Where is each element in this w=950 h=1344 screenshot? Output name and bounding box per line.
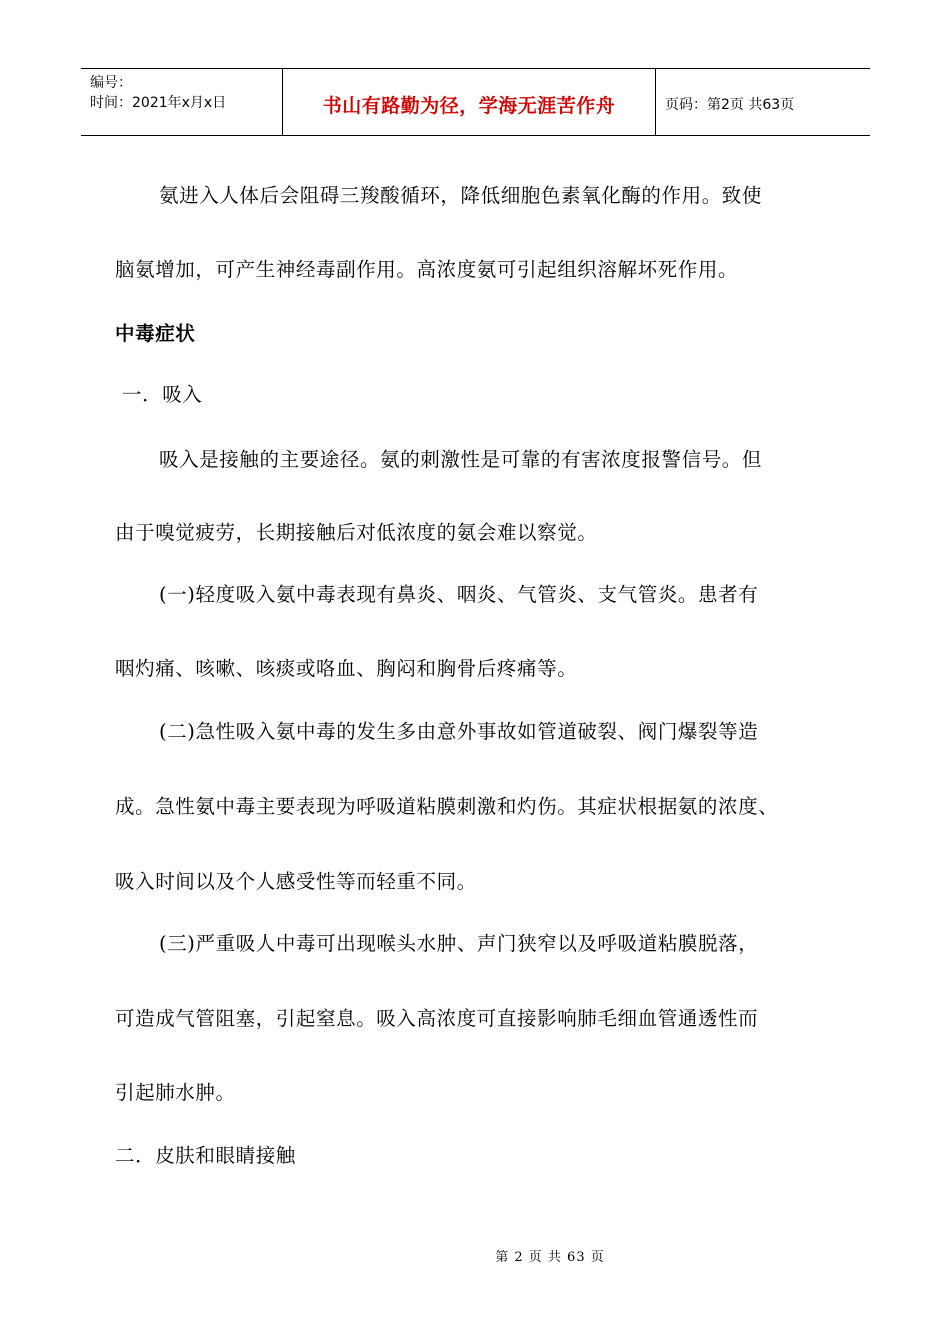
paragraph-line: 脑氨增加，可产生神经毒副作用。高浓度氨可引起组织溶解坏死作用。 [115,258,739,281]
paragraph-line: 吸入是接触的主要途径。氨的刺激性是可靠的有害浓度报警信号。但 [159,448,763,471]
paragraph-line: (二)急性吸入氨中毒的发生多由意外事故如管道破裂、阀门爆裂等造 [159,720,759,743]
page-header [81,68,870,136]
paragraph-line: 吸入时间以及个人感受性等而轻重不同。 [115,870,477,893]
paragraph-line: 成。急性氨中毒主要表现为呼吸道粘膜刺激和灼伤。其症状根据氨的浓度、 [115,795,779,818]
paragraph-line: 咽灼痛、咳嗽、咳痰或咯血、胸闷和胸骨后疼痛等。 [115,657,578,680]
paragraph-line: 由于嗅觉疲劳，长期接触后对低浓度的氨会难以察觉。 [115,521,598,544]
subsection-heading: 二．皮肤和眼睛接触 [115,1144,296,1167]
paragraph-line: 氨进入人体后会阻碍三羧酸循环，降低细胞色素氧化酶的作用。致使 [159,184,763,207]
header-motto: 书山有路勤为径，学海无涯苦作舟 [282,69,656,135]
paragraph-line: (三)严重吸人中毒可出现喉头水肿、声门狭窄以及呼吸道粘膜脱落， [159,932,759,955]
document-time-label: 时间：2021年x月x日 [90,95,227,111]
page-footer: 第 2 页 共 63 页 [495,1250,605,1265]
subsection-heading: 一．吸入 [122,383,203,406]
paragraph-line: 引起肺水肿。 [115,1081,236,1104]
section-heading: 中毒症状 [115,322,196,345]
paragraph-line: (一)轻度吸入氨中毒表现有鼻炎、咽炎、气管炎、支气管炎。患者有 [159,583,759,606]
header-page-info: 页码：第2页 共63页 [665,97,795,113]
paragraph-line: 可造成气管阻塞，引起窒息。吸入高浓度可直接影响肺毛细血管通透性而 [115,1007,759,1030]
header-meta [81,69,282,135]
document-number-label: 编号： [90,75,132,91]
